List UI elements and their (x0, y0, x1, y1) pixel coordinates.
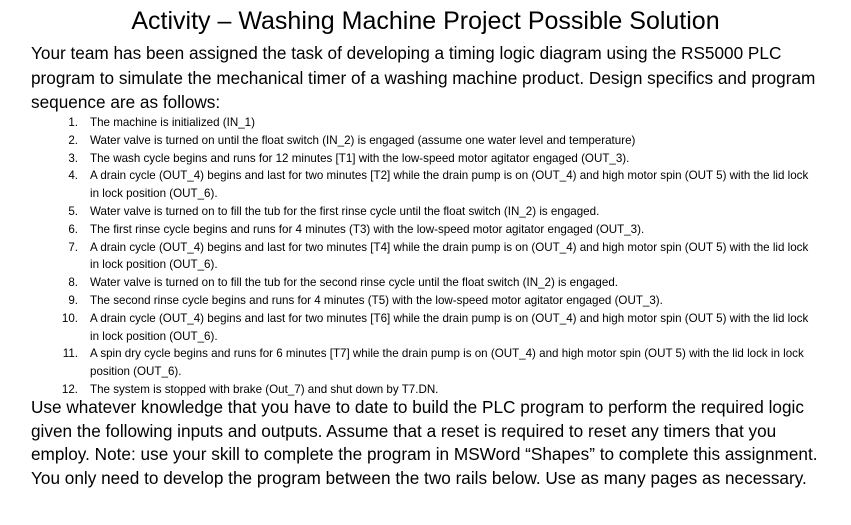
sequence-step (0, 345, 820, 381)
step-number: 1. (68, 116, 78, 129)
step-number: 12. (61, 382, 78, 396)
step-number: 3. (68, 151, 78, 165)
step-number: 2. (68, 133, 78, 147)
sequence-step (0, 114, 820, 132)
sequence-step (0, 310, 820, 346)
sequence-step (0, 274, 820, 292)
step-text: Water valve is turned on to fill the tub for the second rinse cycle until the float switch (IN_2) is engaged. (90, 276, 618, 290)
sequence-step (0, 221, 820, 239)
sequence-list (0, 114, 851, 399)
step-number: 8. (68, 276, 78, 290)
step-text: A drain cycle (OUT_4) begins and last for two minutes [T2] while the drain pump is on (OUT_4) and high motor spin (OUT 5) with the lid lock in lock position (OUT_6). (90, 169, 809, 201)
sequence-step (0, 239, 820, 275)
sequence-step (0, 167, 820, 203)
step-number: 6. (68, 222, 78, 236)
sequence-step (0, 150, 820, 168)
instructions-paragraph: Use whatever knowledge that you have to date to build the PLC program to perform the required logic given the following inputs and outputs. Assume that a reset is required to reset any timers that you employ. Note: use your skill to complete the program in MSWord “Shapes” to complete this assignment. You only need to develop the program between the two rails below. Use as many pages as necessary. (31, 397, 818, 488)
step-text: A spin dry cycle begins and runs for 6 minutes [T7] while the drain pump is on (OUT_4) and high motor spin (OUT 5) with the lid lock in lock position (OUT_6). (90, 347, 804, 379)
step-text: The first rinse cycle begins and runs for 4 minutes (T3) with the low-speed motor agitator engaged (OUT_3). (90, 222, 645, 236)
step-number: 10. (61, 311, 78, 325)
step-text: The second rinse cycle begins and runs for 4 minutes (T5) with the low-speed motor agitator engaged (OUT_3). (90, 293, 663, 307)
step-number: 9. (68, 293, 78, 307)
step-text: Water valve is turned on until the float switch (IN_2) is engaged (assume one water level and temperature) (90, 133, 636, 147)
sequence-step (0, 132, 820, 150)
step-text: Water valve is turned on to fill the tub for the first rinse cycle until the float switch (IN_2) is engaged. (90, 204, 600, 218)
step-text: The machine is initialized (IN_1) (90, 116, 255, 129)
step-text: The system is stopped with brake (Out_7) and shut down by T7.DN. (90, 382, 439, 396)
step-number: 4. (68, 169, 78, 183)
step-number: 11. (62, 347, 78, 361)
step-text: A drain cycle (OUT_4) begins and last for two minutes [T6] while the drain pump is on (OUT_4) and high motor spin (OUT 5) with the lid lock in lock position (OUT_6). (90, 311, 809, 343)
sequence-step (0, 292, 820, 310)
sequence-step (0, 203, 820, 221)
intro-paragraph: Your team has been assigned the task of developing a timing logic diagram using the RS5000 PLC program to simulate the mechanical timer of a washing machine product. Design specifics and program sequence are as follows: (31, 43, 816, 113)
step-number: 7. (68, 240, 78, 254)
step-text: The wash cycle begins and runs for 12 minutes [T1] with the low-speed motor agitator engaged (OUT_3). (90, 151, 630, 165)
page-title: Activity – Washing Machine Project Possible Solution (131, 7, 720, 35)
step-text: A drain cycle (OUT_4) begins and last for two minutes [T4] while the drain pump is on (OUT_4) and high motor spin (OUT 5) with the lid lock in lock position (OUT_6). (90, 240, 809, 272)
step-number: 5. (68, 204, 78, 218)
